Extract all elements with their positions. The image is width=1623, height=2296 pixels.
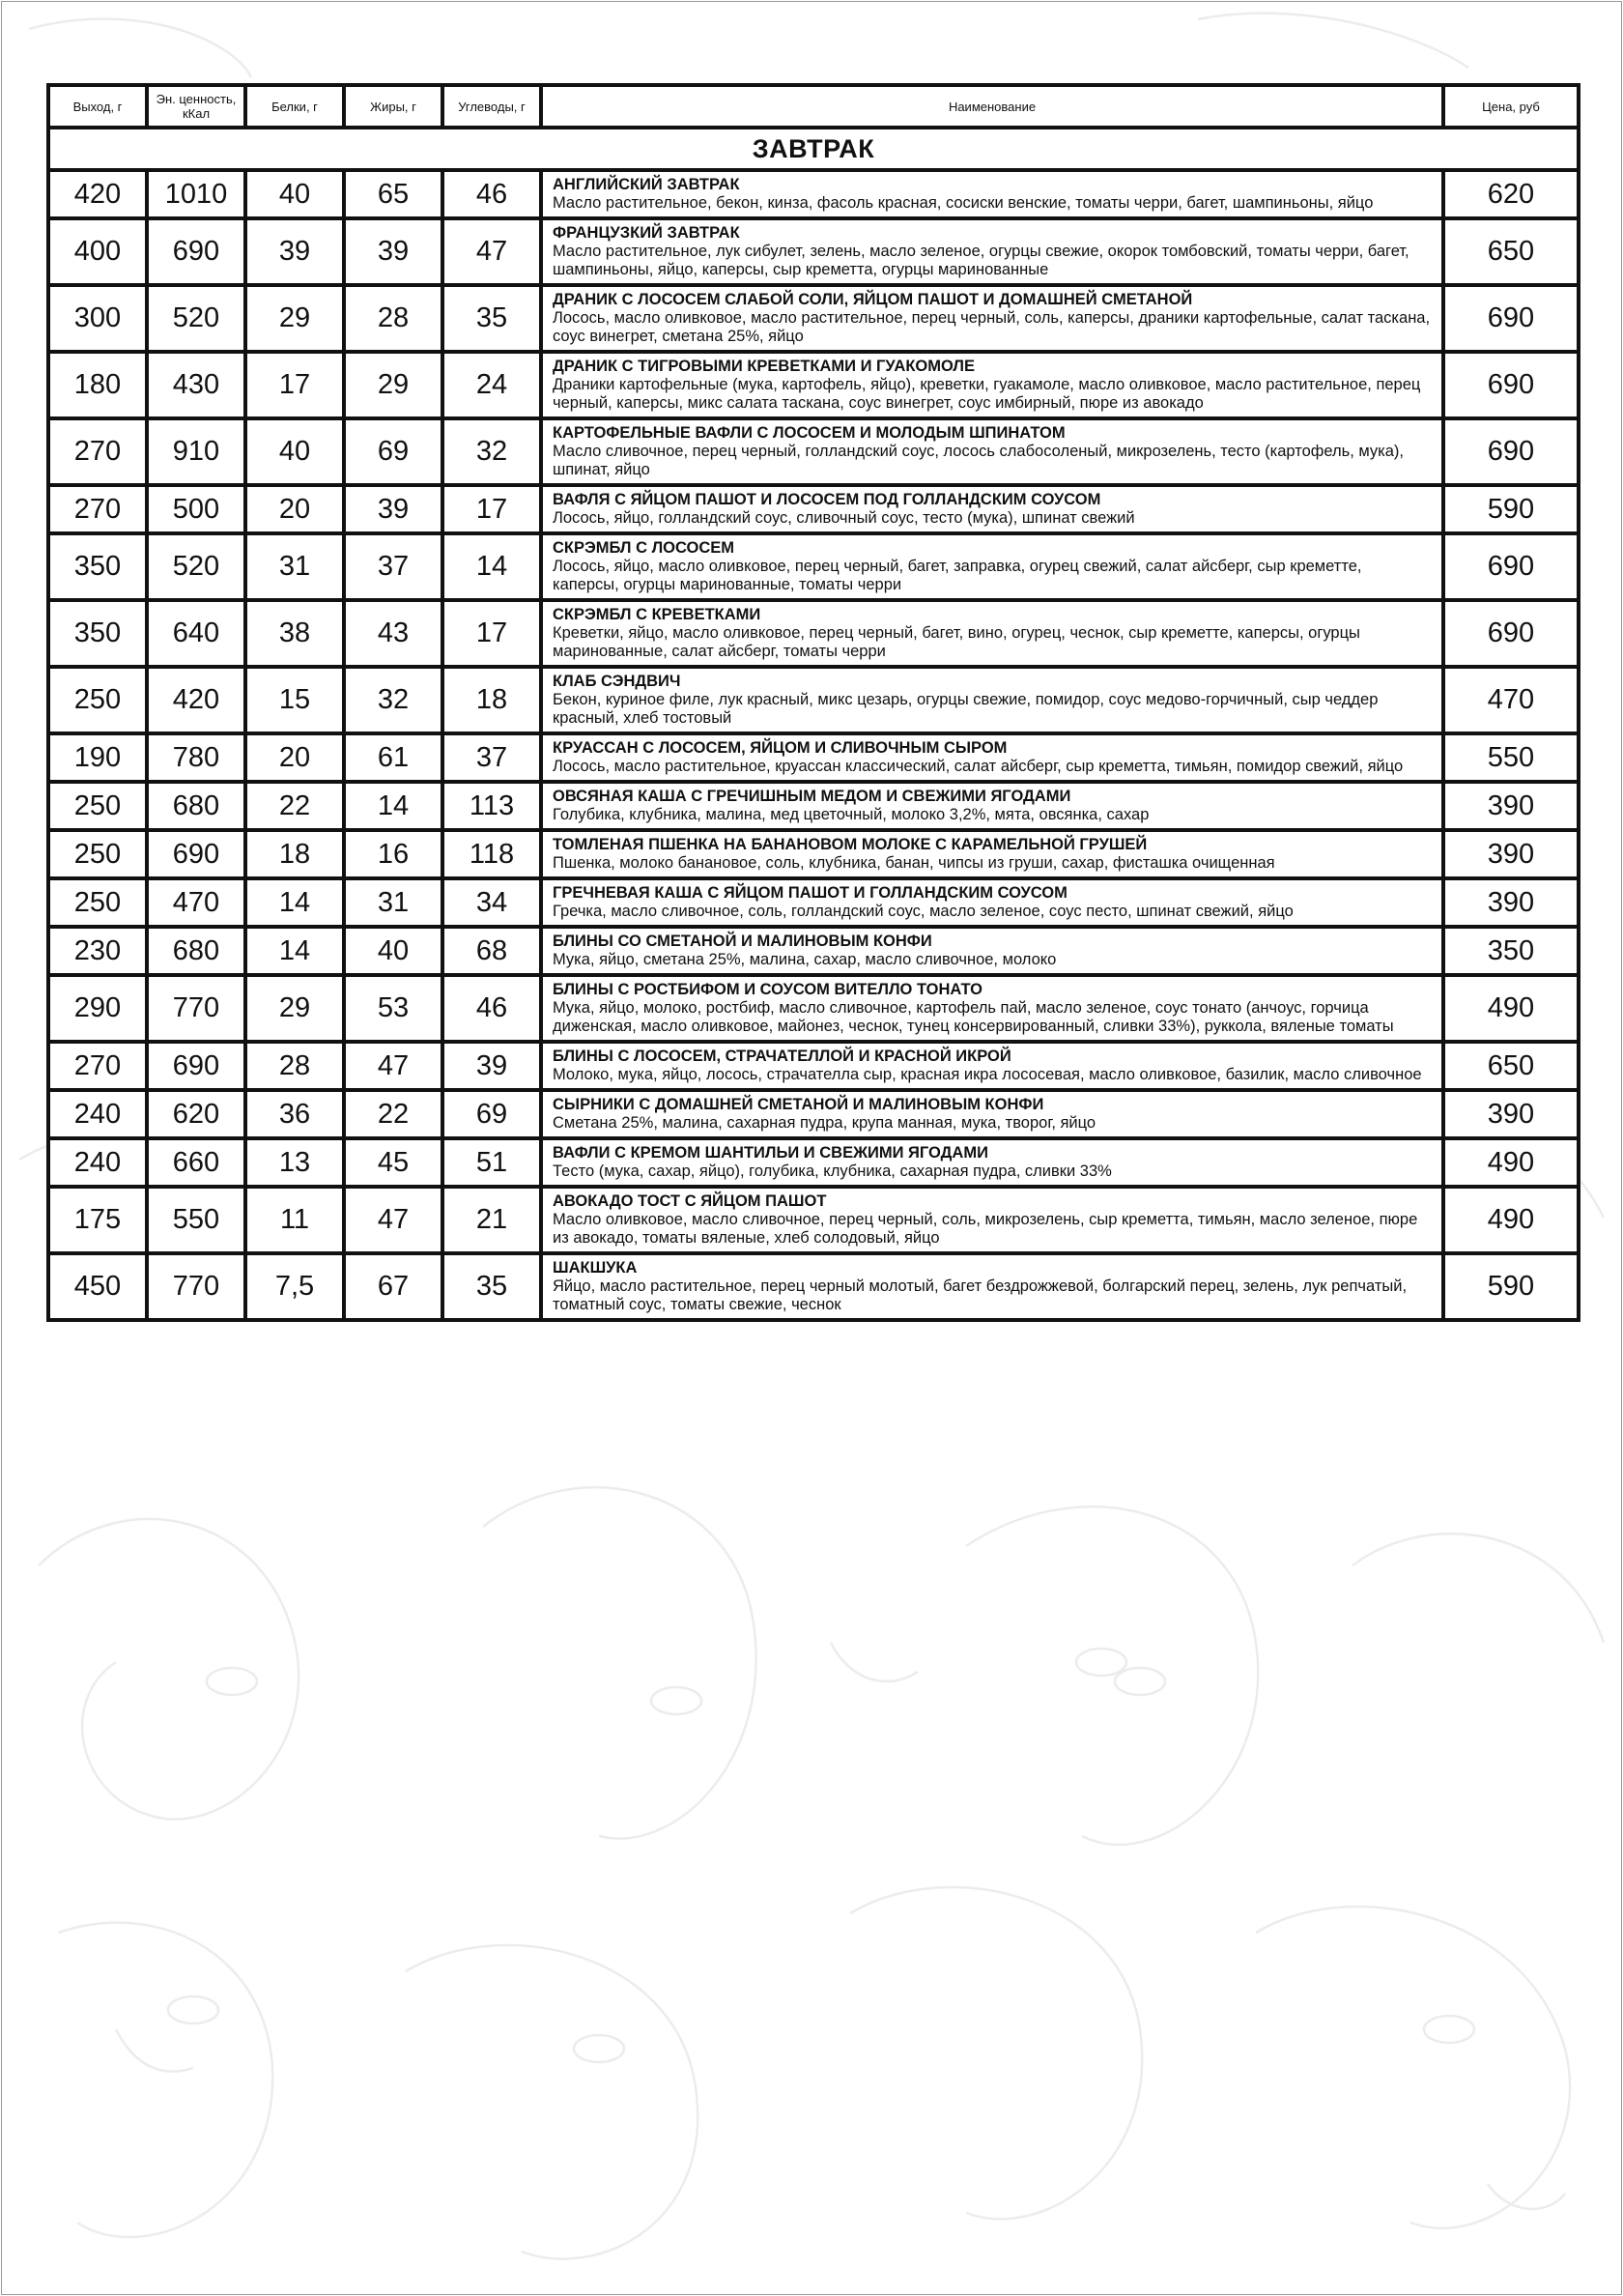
cell-weight: 300	[48, 285, 147, 352]
table-row	[48, 667, 1579, 733]
cell-protein: 40	[245, 418, 344, 485]
cell-price: 590	[1443, 1253, 1579, 1320]
cell-name	[541, 1138, 1443, 1187]
cell-carbs: 34	[442, 878, 541, 927]
dish-title: КРУАССАН С ЛОСОСЕМ, ЯЙЦОМ И СЛИВОЧНЫМ СЫРОМ	[553, 739, 1008, 757]
cell-kcal: 780	[147, 733, 245, 782]
dish-title: СЫРНИКИ С ДОМАШНЕЙ СМЕТАНОЙ И МАЛИНОВЫМ КОНФИ	[553, 1096, 1044, 1113]
table-row	[48, 352, 1579, 418]
cell-carbs: 39	[442, 1042, 541, 1090]
dish-description: Яйцо, масло растительное, перец черный молотый, багет бездрожжевой, болгарский перец, зелень, лук репчатый, томатный соус, томаты свежие, чеснок	[553, 1277, 1408, 1313]
table-row	[48, 1253, 1579, 1320]
dish-description: Мука, яйцо, сметана 25%, малина, сахар, масло сливочное, молоко	[553, 951, 1057, 968]
cell-price: 390	[1443, 1090, 1579, 1138]
cell-protein: 29	[245, 285, 344, 352]
cell-weight: 250	[48, 878, 147, 927]
dish-description: Лосось, яйцо, голландский соус, сливочный соус, тесто (мука), шпинат свежий	[553, 509, 1135, 527]
cell-carbs: 17	[442, 485, 541, 533]
dish-description: Масло оливковое, масло сливочное, перец черный, соль, микрозелень, сыр креметта, тимьян, масло зеленое, пюре из авокадо, томаты вяленые, хлеб солодовый, яйцо	[553, 1211, 1418, 1247]
cell-weight: 270	[48, 1042, 147, 1090]
cell-fat: 39	[344, 218, 442, 285]
cell-fat: 39	[344, 485, 442, 533]
menu-table	[46, 83, 1580, 1322]
cell-carbs: 32	[442, 418, 541, 485]
section-row	[48, 128, 1579, 170]
cell-kcal: 660	[147, 1138, 245, 1187]
header-price: Цена, руб	[1443, 85, 1579, 128]
cell-fat: 16	[344, 830, 442, 878]
cell-carbs: 68	[442, 927, 541, 975]
dish-title: БЛИНЫ СО СМЕТАНОЙ И МАЛИНОВЫМ КОНФИ	[553, 933, 932, 950]
cell-kcal: 420	[147, 667, 245, 733]
cell-weight: 230	[48, 927, 147, 975]
cell-price: 470	[1443, 667, 1579, 733]
cell-name	[541, 218, 1443, 285]
cell-name	[541, 600, 1443, 667]
cell-carbs: 14	[442, 533, 541, 600]
cell-kcal: 770	[147, 975, 245, 1042]
cell-name	[541, 285, 1443, 352]
table-row	[48, 782, 1579, 830]
dish-description: Драники картофельные (мука, картофель, яйцо), креветки, гуакамоле, масло оливковое, масло растительное, перец черный, каперсы, микс салата таскана, соус винегрет, соус имбирный, пюре из авокадо	[553, 376, 1421, 412]
cell-fat: 47	[344, 1187, 442, 1253]
cell-weight: 350	[48, 533, 147, 600]
cell-name	[541, 1042, 1443, 1090]
cell-kcal: 680	[147, 927, 245, 975]
cell-price: 690	[1443, 285, 1579, 352]
cell-kcal: 640	[147, 600, 245, 667]
table-row	[48, 1042, 1579, 1090]
dish-title: КАРТОФЕЛЬНЫЕ ВАФЛИ С ЛОСОСЕМ И МОЛОДЫМ ШПИНАТОМ	[553, 424, 1066, 442]
cell-price: 690	[1443, 418, 1579, 485]
cell-price: 650	[1443, 1042, 1579, 1090]
dish-description: Тесто (мука, сахар, яйцо), голубика, клубника, сахарная пудра, сливки 33%	[553, 1162, 1112, 1180]
dish-title: СКРЭМБЛ С ЛОСОСЕМ	[553, 539, 735, 557]
cell-kcal: 690	[147, 1042, 245, 1090]
cell-price: 690	[1443, 600, 1579, 667]
table-row	[48, 733, 1579, 782]
cell-name	[541, 975, 1443, 1042]
cell-weight: 250	[48, 830, 147, 878]
dish-description: Гречка, масло сливочное, соль, голландский соус, масло зеленое, соус песто, шпинат свежий, яйцо	[553, 903, 1294, 920]
cell-carbs: 51	[442, 1138, 541, 1187]
cell-protein: 31	[245, 533, 344, 600]
table-row	[48, 1187, 1579, 1253]
dish-description: Голубика, клубника, малина, мед цветочный, молоко 3,2%, мята, овсянка, сахар	[553, 806, 1150, 823]
cell-protein: 40	[245, 170, 344, 218]
cell-weight: 250	[48, 782, 147, 830]
cell-kcal: 550	[147, 1187, 245, 1253]
cell-price: 620	[1443, 170, 1579, 218]
table-row	[48, 830, 1579, 878]
cell-carbs: 118	[442, 830, 541, 878]
cell-weight: 190	[48, 733, 147, 782]
cell-carbs: 17	[442, 600, 541, 667]
dish-title: КЛАБ СЭНДВИЧ	[553, 673, 681, 690]
cell-kcal: 770	[147, 1253, 245, 1320]
dish-description: Лосось, масло растительное, круассан классический, салат айсберг, сыр креметта, тимьян, помидор свежий, яйцо	[553, 758, 1404, 775]
cell-kcal: 620	[147, 1090, 245, 1138]
cell-price: 350	[1443, 927, 1579, 975]
cell-price: 650	[1443, 218, 1579, 285]
cell-weight: 175	[48, 1187, 147, 1253]
cell-fat: 31	[344, 878, 442, 927]
dish-title: ВАФЛЯ С ЯЙЦОМ ПАШОТ И ЛОСОСЕМ ПОД ГОЛЛАНДСКИМ СОУСОМ	[553, 491, 1101, 508]
table-row	[48, 1090, 1579, 1138]
cell-fat: 69	[344, 418, 442, 485]
table-row	[48, 218, 1579, 285]
dish-description: Молоко, мука, яйцо, лосось, страчателла сыр, красная икра лососевая, масло оливковое, базилик, масло сливочное	[553, 1066, 1422, 1083]
cell-price: 490	[1443, 1187, 1579, 1253]
cell-name	[541, 1253, 1443, 1320]
dish-description: Сметана 25%, малина, сахарная пудра, крупа манная, мука, творог, яйцо	[553, 1114, 1096, 1132]
cell-protein: 13	[245, 1138, 344, 1187]
cell-kcal: 1010	[147, 170, 245, 218]
header-weight: Выход, г	[48, 85, 147, 128]
cell-name	[541, 830, 1443, 878]
cell-fat: 29	[344, 352, 442, 418]
cell-price: 490	[1443, 975, 1579, 1042]
dish-title: ТОМЛЕНАЯ ПШЕНКА НА БАНАНОВОМ МОЛОКЕ С КАРАМЕЛЬНОЙ ГРУШЕЙ	[553, 836, 1148, 853]
cell-name	[541, 1090, 1443, 1138]
cell-name	[541, 352, 1443, 418]
cell-protein: 36	[245, 1090, 344, 1138]
cell-weight: 240	[48, 1138, 147, 1187]
cell-weight: 240	[48, 1090, 147, 1138]
header-name: Наименование	[541, 85, 1443, 128]
dish-title: ДРАНИК С ТИГРОВЫМИ КРЕВЕТКАМИ И ГУАКОМОЛЕ	[553, 358, 975, 375]
cell-name	[541, 418, 1443, 485]
cell-fat: 61	[344, 733, 442, 782]
cell-fat: 67	[344, 1253, 442, 1320]
cell-carbs: 69	[442, 1090, 541, 1138]
cell-price: 550	[1443, 733, 1579, 782]
dish-description: Бекон, куриное филе, лук красный, микс цезарь, огурцы свежие, помидор, соус медово-горчичный, сыр чеддер красный, хлеб тостовый	[553, 691, 1379, 727]
table-row	[48, 285, 1579, 352]
dish-title: ФРАНЦУЗКИЙ ЗАВТРАК	[553, 224, 740, 242]
cell-weight: 270	[48, 418, 147, 485]
cell-fat: 53	[344, 975, 442, 1042]
cell-fat: 65	[344, 170, 442, 218]
header-row	[48, 85, 1579, 128]
cell-protein: 14	[245, 878, 344, 927]
dish-title: ДРАНИК С ЛОСОСЕМ СЛАБОЙ СОЛИ, ЯЙЦОМ ПАШОТ И ДОМАШНЕЙ СМЕТАНОЙ	[553, 291, 1193, 308]
cell-carbs: 37	[442, 733, 541, 782]
table-row	[48, 927, 1579, 975]
cell-fat: 40	[344, 927, 442, 975]
cell-name	[541, 533, 1443, 600]
table-row	[48, 418, 1579, 485]
cell-protein: 39	[245, 218, 344, 285]
cell-kcal: 910	[147, 418, 245, 485]
table-row	[48, 600, 1579, 667]
cell-name	[541, 878, 1443, 927]
cell-carbs: 18	[442, 667, 541, 733]
dish-title: ОВСЯНАЯ КАША С ГРЕЧИШНЫМ МЕДОМ И СВЕЖИМИ ЯГОДАМИ	[553, 788, 1071, 805]
cell-name	[541, 667, 1443, 733]
cell-price: 390	[1443, 878, 1579, 927]
cell-weight: 350	[48, 600, 147, 667]
dish-description: Креветки, яйцо, масло оливковое, перец черный, багет, вино, огурец, чеснок, сыр креметте, каперсы, огурцы маринованные, салат айсберг, томаты черри	[553, 624, 1360, 660]
header-kcal: Эн. ценность, кКал	[147, 85, 245, 128]
cell-name	[541, 927, 1443, 975]
header-carbs: Углеводы, г	[442, 85, 541, 128]
cell-protein: 7,5	[245, 1253, 344, 1320]
cell-carbs: 113	[442, 782, 541, 830]
cell-name	[541, 733, 1443, 782]
table-row	[48, 170, 1579, 218]
cell-protein: 28	[245, 1042, 344, 1090]
cell-weight: 450	[48, 1253, 147, 1320]
cell-protein: 18	[245, 830, 344, 878]
cell-carbs: 24	[442, 352, 541, 418]
dish-description: Лосось, масло оливковое, масло растительное, перец черный, соль, каперсы, драники картофельные, салат таскана, соус винегрет, сметана 25%, яйцо	[553, 309, 1431, 345]
dish-title: ГРЕЧНЕВАЯ КАША С ЯЙЦОМ ПАШОТ И ГОЛЛАНДСКИМ СОУСОМ	[553, 884, 1068, 902]
table-row	[48, 533, 1579, 600]
cell-carbs: 35	[442, 1253, 541, 1320]
cell-fat: 22	[344, 1090, 442, 1138]
cell-protein: 11	[245, 1187, 344, 1253]
cell-weight: 290	[48, 975, 147, 1042]
cell-fat: 14	[344, 782, 442, 830]
cell-price: 690	[1443, 533, 1579, 600]
cell-carbs: 46	[442, 975, 541, 1042]
cell-fat: 45	[344, 1138, 442, 1187]
dish-description: Масло сливочное, перец черный, голландский соус, лосось слабосоленый, микрозелень, тесто (картофель, мука), шпинат, яйцо	[553, 443, 1405, 478]
cell-price: 390	[1443, 830, 1579, 878]
cell-name	[541, 1187, 1443, 1253]
cell-weight: 270	[48, 485, 147, 533]
dish-description: Мука, яйцо, молоко, ростбиф, масло сливочное, картофель пай, масло зеленое, соус тонато (анчоус, горчица диженская, масло оливковое, майонез, чеснок, тунец консервированный, сливки 33%), руккола, вяленые томаты	[553, 999, 1394, 1035]
cell-price: 690	[1443, 352, 1579, 418]
dish-description: Масло растительное, бекон, кинза, фасоль красная, сосиски венские, томаты черри, багет, шампиньоны, яйцо	[553, 194, 1374, 212]
cell-kcal: 690	[147, 218, 245, 285]
cell-kcal: 430	[147, 352, 245, 418]
section-title: ЗАВТРАК	[48, 128, 1579, 170]
cell-protein: 29	[245, 975, 344, 1042]
cell-protein: 20	[245, 485, 344, 533]
cell-price: 490	[1443, 1138, 1579, 1187]
cell-protein: 38	[245, 600, 344, 667]
cell-kcal: 500	[147, 485, 245, 533]
cell-carbs: 46	[442, 170, 541, 218]
cell-kcal: 680	[147, 782, 245, 830]
cell-fat: 47	[344, 1042, 442, 1090]
dish-title: БЛИНЫ С РОСТБИФОМ И СОУСОМ ВИТЕЛЛО ТОНАТО	[553, 981, 982, 998]
cell-carbs: 21	[442, 1187, 541, 1253]
dish-title: АНГЛИЙСКИЙ ЗАВТРАК	[553, 176, 740, 193]
header-protein: Белки, г	[245, 85, 344, 128]
cell-protein: 22	[245, 782, 344, 830]
table-row	[48, 878, 1579, 927]
cell-carbs: 47	[442, 218, 541, 285]
dish-title: БЛИНЫ С ЛОСОСЕМ, СТРАЧАТЕЛЛОЙ И КРАСНОЙ ИКРОЙ	[553, 1048, 1011, 1065]
dish-title: СКРЭМБЛ С КРЕВЕТКАМИ	[553, 606, 761, 623]
cell-weight: 180	[48, 352, 147, 418]
cell-protein: 20	[245, 733, 344, 782]
dish-title: ВАФЛИ С КРЕМОМ ШАНТИЛЬИ И СВЕЖИМИ ЯГОДАМИ	[553, 1144, 988, 1162]
cell-kcal: 520	[147, 533, 245, 600]
cell-carbs: 35	[442, 285, 541, 352]
table-row	[48, 1138, 1579, 1187]
cell-weight: 250	[48, 667, 147, 733]
cell-price: 590	[1443, 485, 1579, 533]
cell-protein: 15	[245, 667, 344, 733]
dish-title: ШАКШУКА	[553, 1259, 638, 1277]
dish-description: Масло растительное, лук сибулет, зелень, масло зеленое, огурцы свежие, окорок томбовский, томаты черри, багет, шампиньоны, яйцо, каперсы, сыр креметта, огурцы маринованные	[553, 243, 1409, 278]
dish-description: Лосось, яйцо, масло оливковое, перец черный, багет, заправка, огурец свежий, салат айсберг, сыр креметте, каперсы, огурцы маринованные, томаты черри	[553, 558, 1362, 593]
cell-name	[541, 782, 1443, 830]
cell-name	[541, 170, 1443, 218]
cell-protein: 14	[245, 927, 344, 975]
header-fat: Жиры, г	[344, 85, 442, 128]
table-row	[48, 485, 1579, 533]
dish-description: Пшенка, молоко банановое, соль, клубника, банан, чипсы из груши, сахар, фисташка очищенная	[553, 854, 1275, 872]
cell-protein: 17	[245, 352, 344, 418]
cell-fat: 37	[344, 533, 442, 600]
table-row	[48, 975, 1579, 1042]
cell-kcal: 690	[147, 830, 245, 878]
cell-fat: 28	[344, 285, 442, 352]
cell-weight: 420	[48, 170, 147, 218]
cell-price: 390	[1443, 782, 1579, 830]
cell-weight: 400	[48, 218, 147, 285]
cell-name	[541, 485, 1443, 533]
cell-kcal: 470	[147, 878, 245, 927]
cell-kcal: 520	[147, 285, 245, 352]
cell-fat: 32	[344, 667, 442, 733]
dish-title: АВОКАДО ТОСТ С ЯЙЦОМ ПАШОТ	[553, 1192, 827, 1210]
cell-fat: 43	[344, 600, 442, 667]
